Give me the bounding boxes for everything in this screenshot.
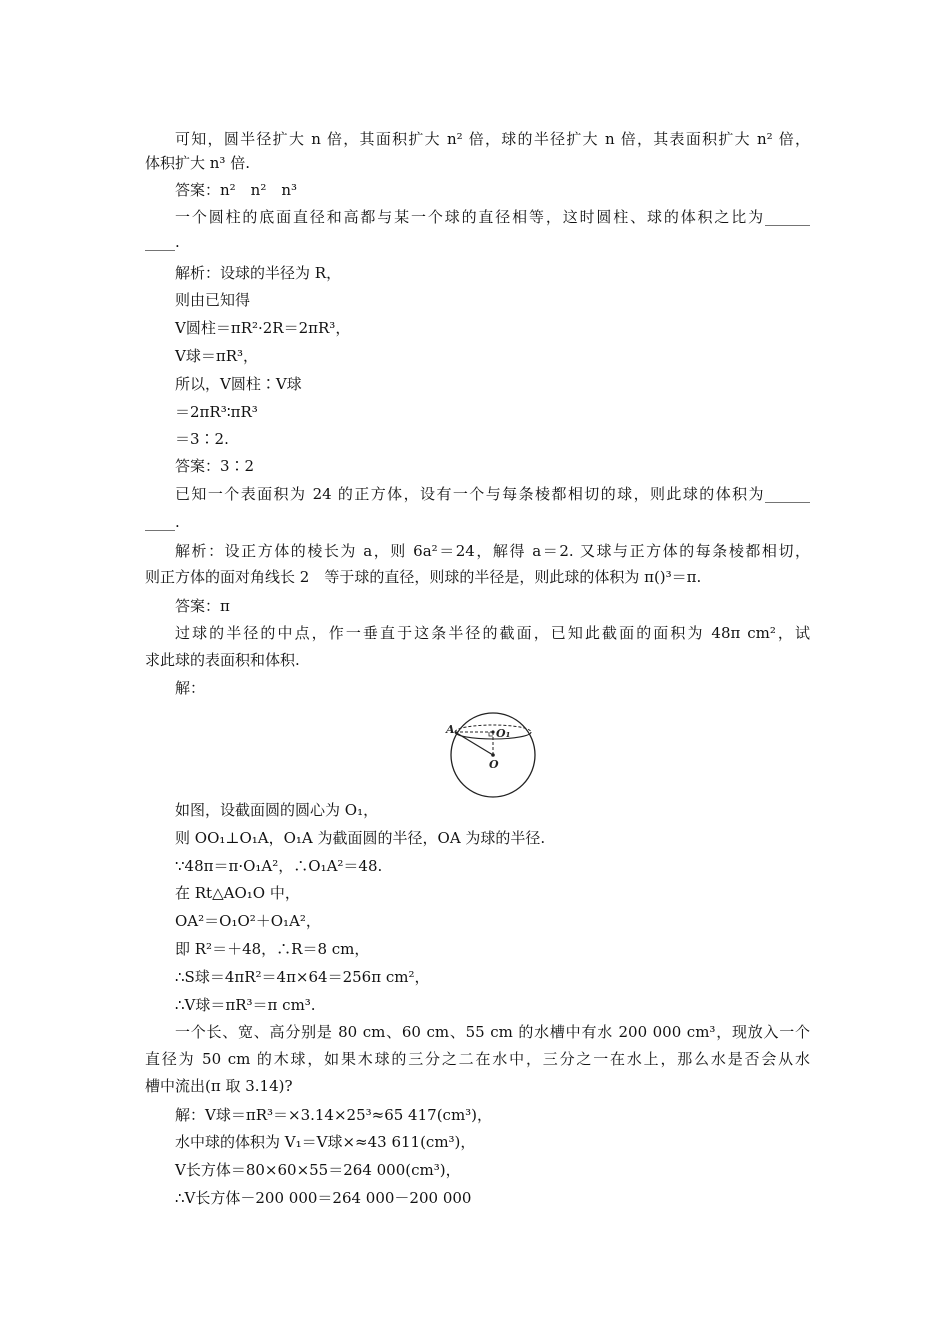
text-line: 在 Rt△AO₁O 中，: [175, 884, 300, 902]
text-line: 槽中流出(π 取 3.14)?: [145, 1077, 293, 1095]
text-line: 答案：π: [175, 597, 230, 615]
text-line: ____.: [145, 233, 180, 251]
point-o: [491, 753, 495, 757]
text-line: ____.: [145, 513, 180, 531]
text-line: 水中球的体积为 V₁＝V球×≈43 611(cm³)，: [175, 1133, 476, 1151]
text-line: ＝2πR³∶πR³: [175, 403, 258, 421]
text-line: 体积扩大 n³ 倍.: [145, 154, 250, 172]
text-line: V球＝πR³，: [175, 347, 258, 365]
text-line: 解析：设正方体的棱长为 a，则 6a²＝24，解得 a＝2. 又球与正方体的每条棱都相切，: [175, 542, 810, 560]
text-line: 一个圆柱的底面直径和高都与某一个球的直径相等，这时圆柱、球的体积之比为______: [175, 208, 810, 226]
label-o1: O₁: [496, 727, 511, 740]
text-line: ∴S球＝4πR²＝4π×64＝256π cm²，: [175, 968, 430, 986]
text-line: 则 OO₁⊥O₁A，O₁A 为截面圆的半径，OA 为球的半径.: [175, 829, 546, 847]
radius-oa: [455, 732, 493, 755]
text-line: 解析：设球的半径为 R，: [175, 264, 342, 282]
point-o1: [491, 730, 494, 733]
text-line: 即 R²＝＋48，∴R＝8 cm，: [175, 940, 370, 958]
text-line: OA²＝O₁O²＋O₁A²，: [175, 912, 321, 930]
text-line: 所以，V圆柱∶V球: [175, 375, 302, 393]
text-line: 一个长、宽、高分别是 80 cm、60 cm、55 cm 的水槽中有水 200 000 cm³，现放入一个: [175, 1023, 810, 1041]
text-line: 过球的半径的中点，作一垂直于这条半径的截面，已知此截面的面积为 48π cm²，试: [175, 624, 810, 642]
text-line: 求此球的表面积和体积.: [145, 651, 300, 669]
text-line: 则正方体的面对角线长 2 等于球的直径，则球的半径是，则此球的体积为 π()³＝π.: [145, 568, 702, 586]
text-line: ∴V球＝πR³＝π cm³.: [175, 996, 316, 1014]
label-a: A: [446, 723, 455, 736]
text-line: 如图，设截面圆的圆心为 O₁，: [175, 801, 379, 819]
text-line: V长方体＝80×60×55＝264 000(cm³)，: [175, 1161, 461, 1179]
text-line: V圆柱＝πR²·2R＝2πR³，: [175, 319, 351, 337]
sphere-cross-section-figure: [444, 708, 544, 804]
text-line: ＝3∶2.: [175, 430, 229, 448]
text-line: 可知，圆半径扩大 n 倍，其面积扩大 n² 倍，球的半径扩大 n 倍，其表面积扩大 n² 倍，: [175, 130, 810, 148]
text-line: 直径为 50 cm 的木球，如果木球的三分之二在水中，三分之一在水上，那么水是否会从水: [145, 1050, 810, 1068]
text-line: 答案：3∶2: [175, 457, 255, 475]
text-line: 答案：n² n² n³: [175, 181, 298, 199]
text-line: ∵48π＝π·O₁A²，∴O₁A²＝48.: [175, 857, 383, 875]
text-line: 解：: [175, 679, 206, 697]
text-line: 已知一个表面积为 24 的正方体，设有一个与每条棱都相切的球，则此球的体积为______: [175, 485, 810, 503]
text-line: 解：V球＝πR³＝×3.14×25³≈65 417(cm³)，: [175, 1106, 493, 1124]
text-line: 则由已知得: [175, 291, 251, 309]
text-line: ∴V长方体－200 000＝264 000－200 000: [175, 1189, 472, 1207]
label-o: O: [489, 758, 499, 771]
